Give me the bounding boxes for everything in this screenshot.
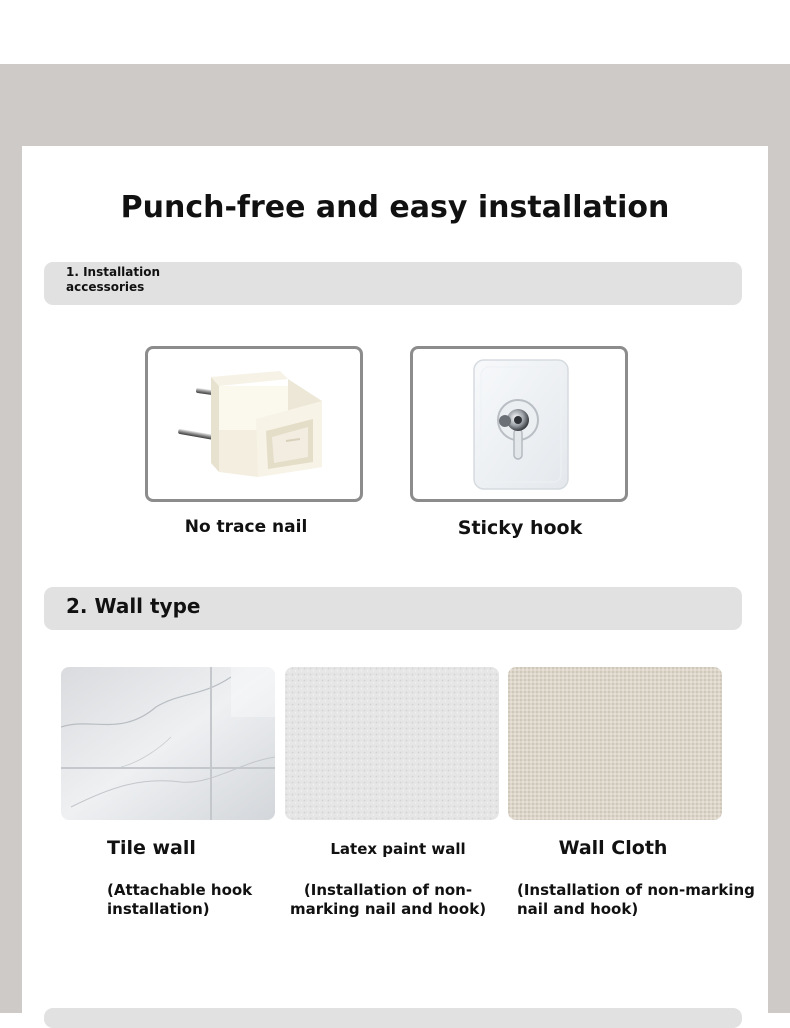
caption-sticky-hook: Sticky hook — [457, 517, 583, 539]
wall-title-cloth: Wall Cloth — [558, 837, 668, 859]
sticky-hook-icon — [413, 349, 625, 499]
caption-no-trace-nail: No trace nail — [184, 517, 308, 537]
wall-note-cloth: (Installation of non-marking nail and hook) — [517, 881, 755, 918]
top-strip — [0, 0, 790, 64]
product-card-hook — [410, 346, 628, 502]
latex-paint-wall-image — [285, 667, 499, 820]
wall-title-latex: Latex paint wall — [330, 840, 466, 858]
wall-note-latex: (Installation of non-marking nail and hook) — [289, 881, 487, 918]
section-header-wall-type — [44, 587, 742, 630]
section-label-wall-type: 2. Wall type — [66, 594, 201, 618]
next-section-bar — [44, 1008, 742, 1028]
trace-nail-icon — [148, 349, 360, 499]
tile-wall-image — [61, 667, 275, 820]
section-label-accessories: 1. Installation accessories — [66, 265, 161, 294]
product-card-nail — [145, 346, 363, 502]
section-header-accessories — [44, 262, 742, 305]
page-title: Punch-free and easy installation — [120, 190, 670, 225]
wall-cloth-image — [508, 667, 722, 820]
wall-title-tile: Tile wall — [107, 837, 196, 859]
wall-note-tile: (Attachable hook installation) — [107, 881, 253, 918]
